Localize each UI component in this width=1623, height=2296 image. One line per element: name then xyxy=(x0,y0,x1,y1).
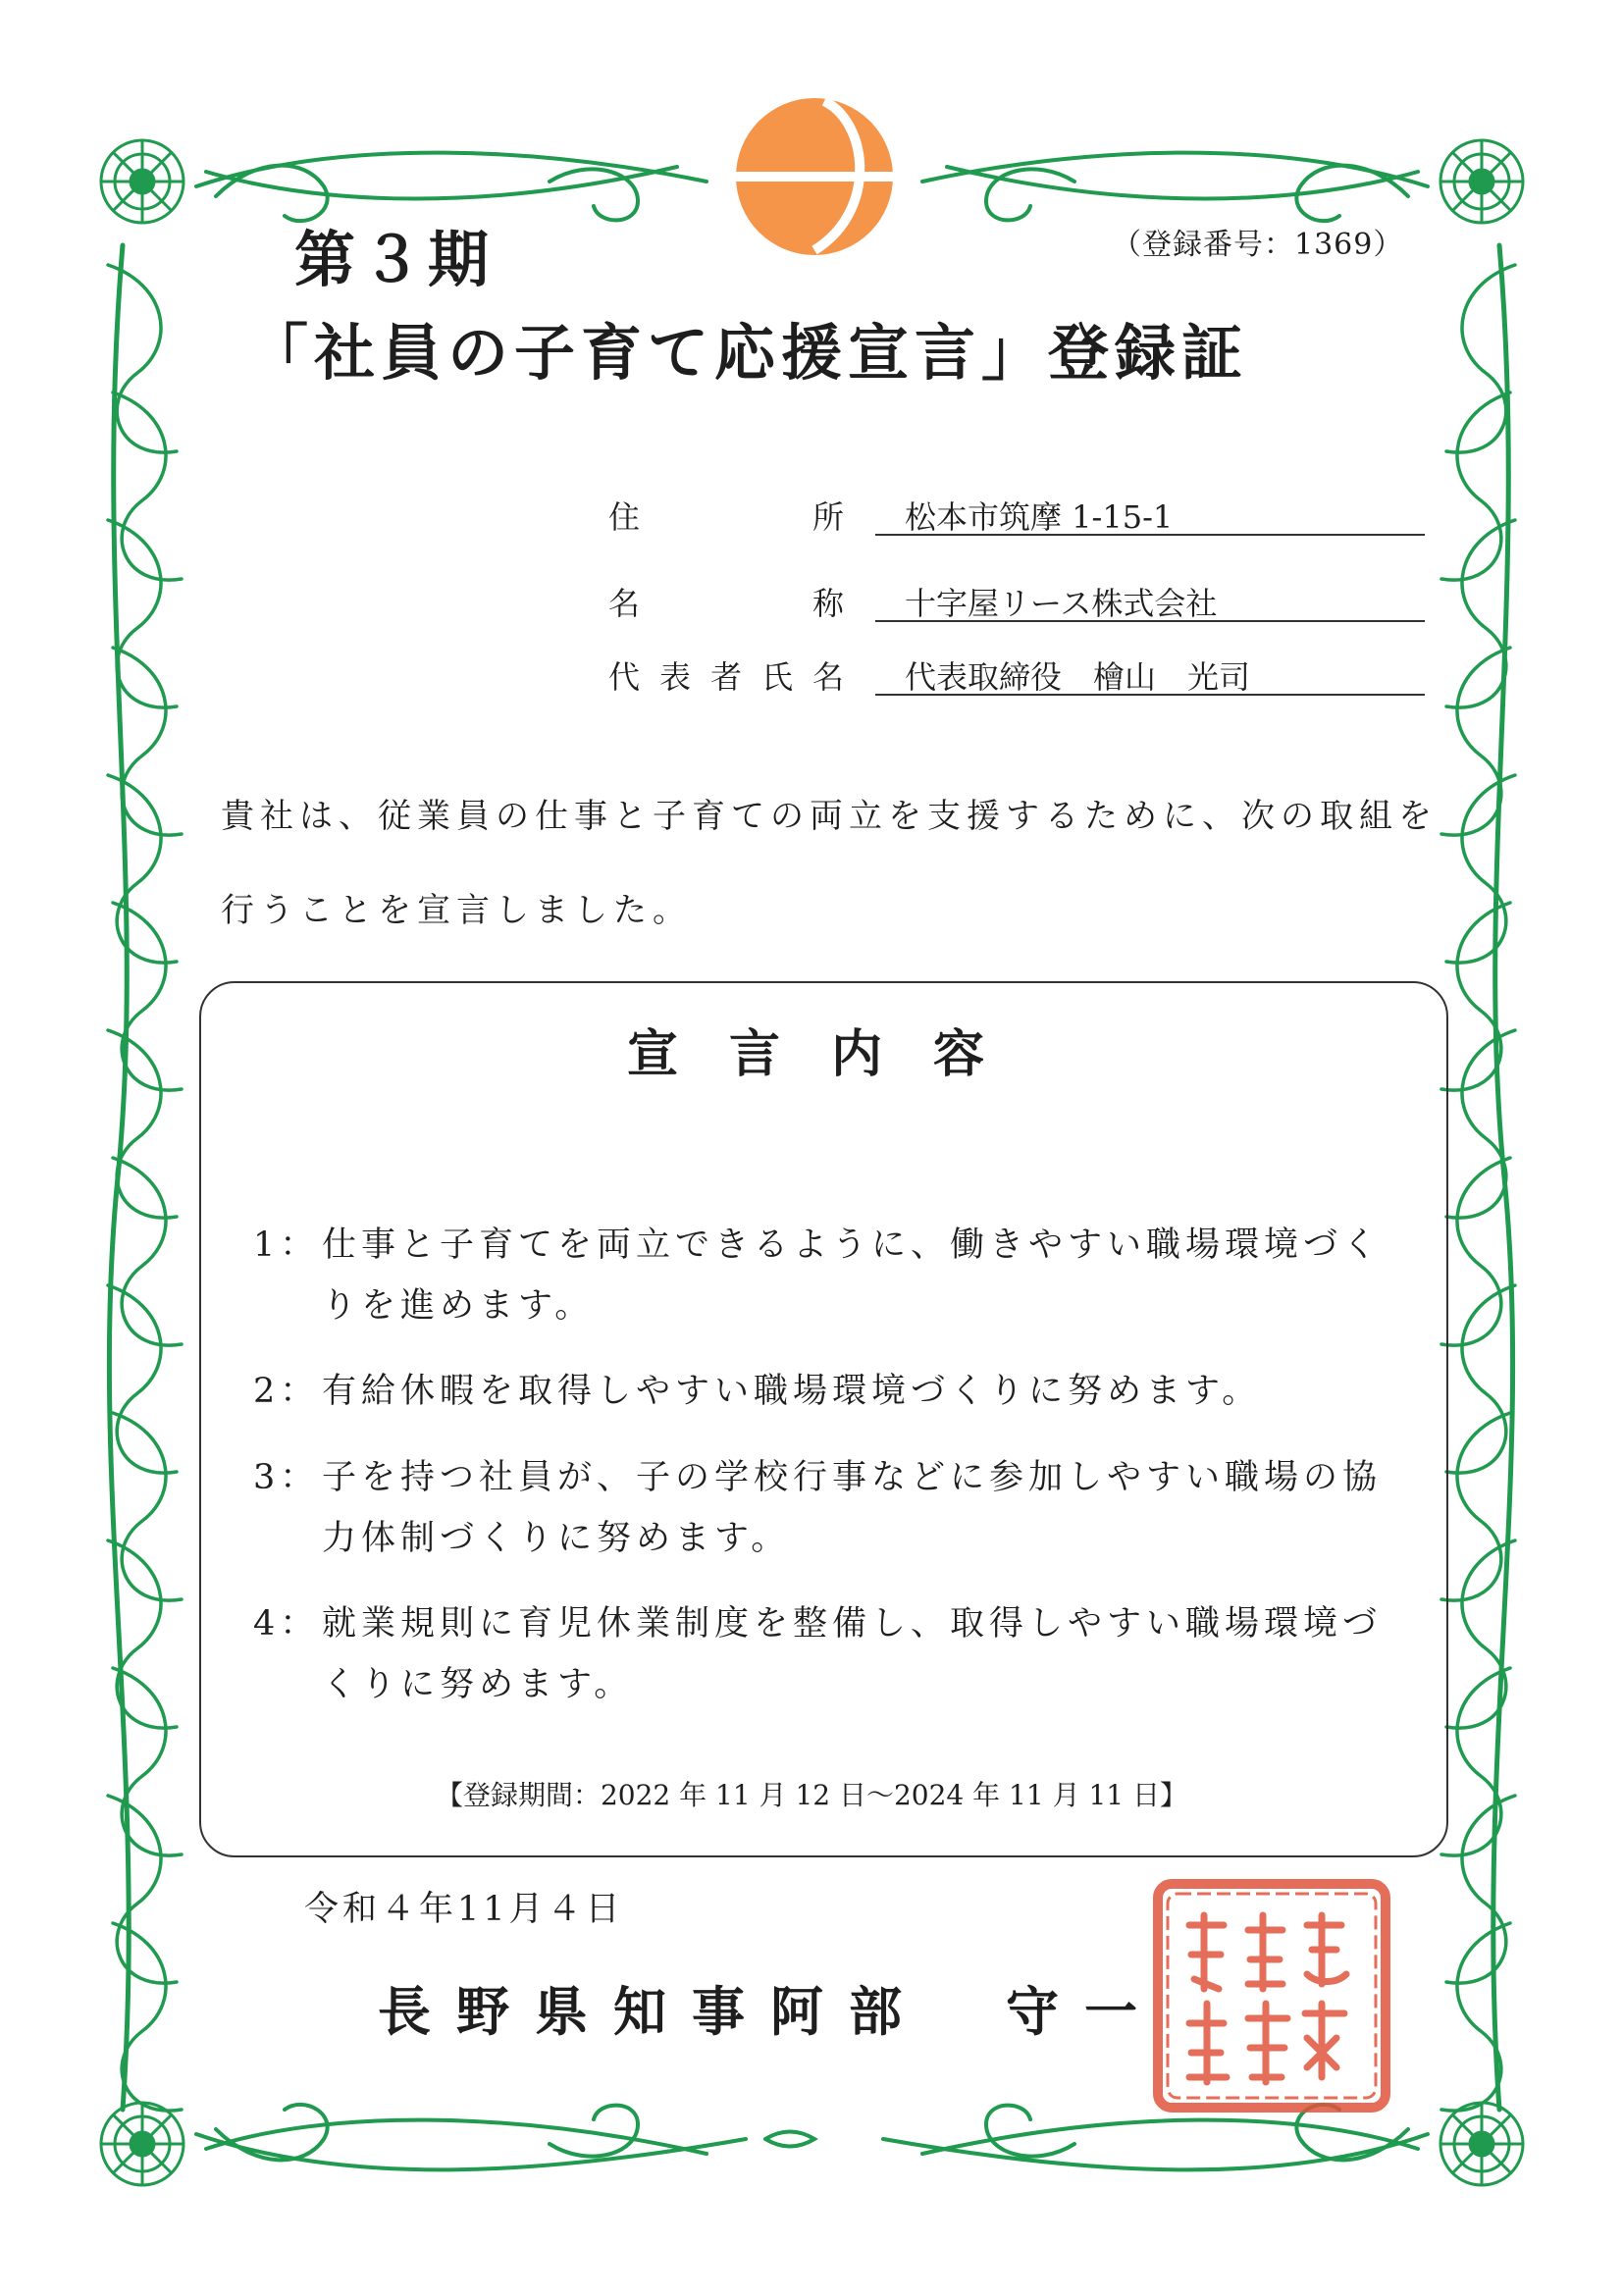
item-text: 就業規則に育児休業制度を整備し、取得しやすい職場環境づくりに努めます。 xyxy=(322,1604,1383,1704)
issue-date: 令和４年11月４日 xyxy=(304,1890,624,1929)
signer xyxy=(378,1970,1163,2046)
item-number: 2： xyxy=(253,1372,320,1411)
name-row xyxy=(608,579,1433,628)
declaration-heading: 宣言内容 xyxy=(626,1024,1035,1084)
rep-char-3: 者 xyxy=(709,658,742,696)
certificate-title: 「社員の子育て応援宣言」登録証 xyxy=(247,317,1249,389)
item-text: 子を持つ社員が、子の学校行事などに参加しやすい職場の協力体制づくりに努めます。 xyxy=(322,1458,1383,1558)
registration-number: （登録番号：1369） xyxy=(1112,228,1404,262)
representative-label xyxy=(608,652,844,698)
rep-char-2: 表 xyxy=(658,658,691,696)
statement-line-2: 行うことを宣言しました。 xyxy=(221,891,692,930)
item-number: 1： xyxy=(253,1226,320,1265)
address-value: 松本市筑摩 1-15-1 xyxy=(875,493,1425,536)
registration-period: 【登録期間：2022 年 11 月 12 日～2024 年 11 月 11 日】 xyxy=(435,1779,1188,1811)
official-seal-icon xyxy=(1150,1876,1393,2115)
representative-row xyxy=(608,652,1433,702)
signer-title: 長野県知事 xyxy=(378,1980,770,2043)
name-label-char-1: 名 xyxy=(608,585,641,622)
address-row xyxy=(608,493,1433,542)
address-label xyxy=(608,493,844,538)
address-label-char-2: 所 xyxy=(812,498,844,536)
address-label-char-1: 住 xyxy=(608,498,641,536)
signer-name: 阿部 守一 xyxy=(770,1980,1163,2043)
company-name-value: 十字屋リース株式会社 xyxy=(875,579,1425,622)
rep-char-5: 名 xyxy=(812,658,844,696)
item-number: 4： xyxy=(253,1604,320,1644)
item-text: 有給休暇を取得しやすい職場環境づくりに努めます。 xyxy=(322,1372,1262,1411)
nagano-logo-icon xyxy=(731,93,898,260)
name-label-char-2: 称 xyxy=(812,585,844,622)
name-label xyxy=(608,579,844,624)
rep-char-4: 氏 xyxy=(760,658,793,696)
item-number: 3： xyxy=(253,1458,320,1497)
edition-label: 第３期 xyxy=(294,224,496,295)
representative-value: 代表取締役 檜山 光司 xyxy=(875,652,1425,696)
rep-char-1: 代 xyxy=(608,658,641,696)
item-text: 仕事と子育てを両立できるように、働きやすい職場環境づくりを進めます。 xyxy=(322,1226,1383,1326)
statement-line-1: 貴社は、従業員の仕事と子育ての両立を支援するために、次の取組を xyxy=(221,797,1438,836)
